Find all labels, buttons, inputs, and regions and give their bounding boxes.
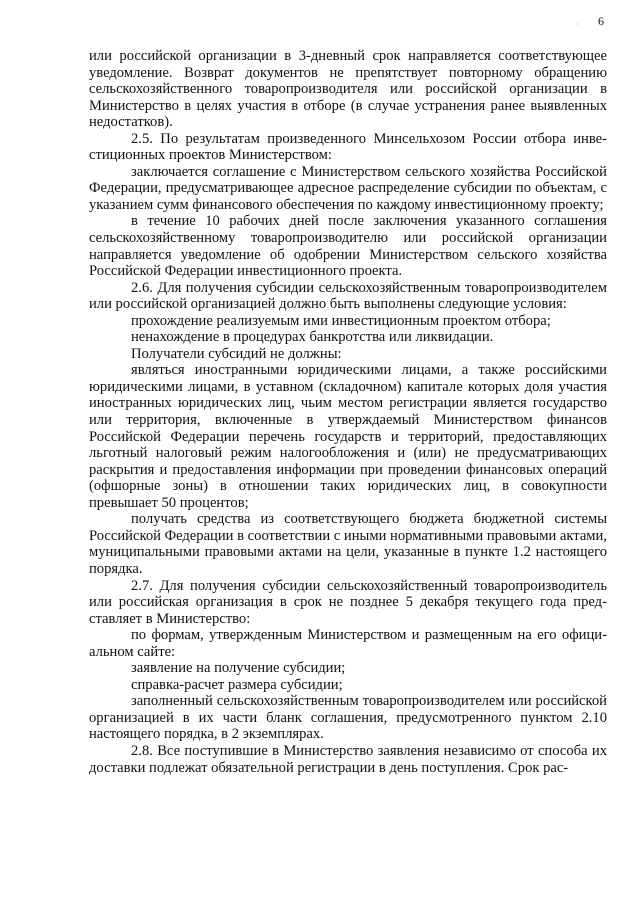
body-text [89,48,607,776]
paragraph-foreign-entities: являться иностранными юридическими лицами, а также российскими юридическими лицами, в уставном (складочном) капитале которых доля участия иностранных юридических лиц, чьим местом регистрации является государство или территория, включенные в утверждаемый Министерством финансов Российской Федерации перечень государств и территорий, предоставляющих льготный налоговый режим налогообложения и (или) не предусматривающих раскрытия и предоставления информации при проведении финансовых операций (офшорные зоны) в отношении таких юридических лиц, в совокупности превышает 50 процентов; [89,362,607,511]
paragraph-2-7: 2.7. Для получения субсидии сельскохозяйственный товаропроизводитель или российская организация в срок не позднее 5 декабря текущего года представляет в Министерство: [89,577,607,627]
paragraph-condition-bankruptcy: ненахождение в процедурах банкротства или ликвидации. [131,329,494,346]
paragraph-condition-selection: прохождение реализуемым ими инвестиционным проектом отбора; [131,312,551,329]
paragraph-calculation: справка-расчет размера субсидии; [131,676,343,693]
paragraph-recipients-must-not: Получатели субсидий не должны: [131,345,342,362]
paragraph-2-5: 2.5. По результатам произведенного Минсельхозом России отбора инвестиционных проектов Министерством: [89,130,607,164]
paragraph-agreement-form: заполненный сельскохозяйственным товаропроизводителем или российской организацией в их части бланк соглашения, предусмотренного пунктом 2.10 настоящего порядка, в 2 экземплярах. [89,693,607,743]
paragraph-notification: в течение 10 рабочих дней после заключения указанного соглашения сельскохозяйственному товаропроизводителю или российской организации направляется уведомление об одобрении Министерством сельского хозяйства Российской Федерации инвестиционного проекта. [89,213,607,280]
paragraph-other-budget: получать средства из соответствующего бюджета бюджетной системы Российской Федерации в соответствии с иными нормативными правовыми актами, муниципальными правовыми актами на цели, указанные в пункте 1.2 настоящего порядка. [89,511,607,577]
paragraph-2-8: 2.8. Все поступившие в Министерство заявления независимо от способа их доставки подлежат обязательной регистрации в день поступления. Срок рас- [89,742,607,776]
paragraph-forms: по формам, утвержденным Министерством и размещенным на его официальном сайте: [89,627,607,660]
scan-mark: · [576,20,579,29]
paragraph-application: заявление на получение субсидии; [131,660,346,677]
paragraph-continuation: или российской организации в 3-дневный срок направляется соответствующее уведомление. Возврат документов не препятствует повторному обращению сельскохозяйственного товаропроизводителя или российской организации в Министерство в целях участия в отборе (в случае устранения ранее выявленных недостатков). [89,48,607,131]
paragraph-agreement: заключается соглашение с Министерством сельского хозяйства Российской Федерации, предусматривающее адресное распределение субсидии по объектам, с указанием сумм финансового обеспечения по каждому инвестиционному проекту; [89,163,607,213]
page-number: 6 [598,14,604,28]
paragraph-2-6: 2.6. Для получения субсидии сельскохозяйственным товаропроизводителем или российской организацией должно быть выполнены следующие условия: [89,279,607,313]
